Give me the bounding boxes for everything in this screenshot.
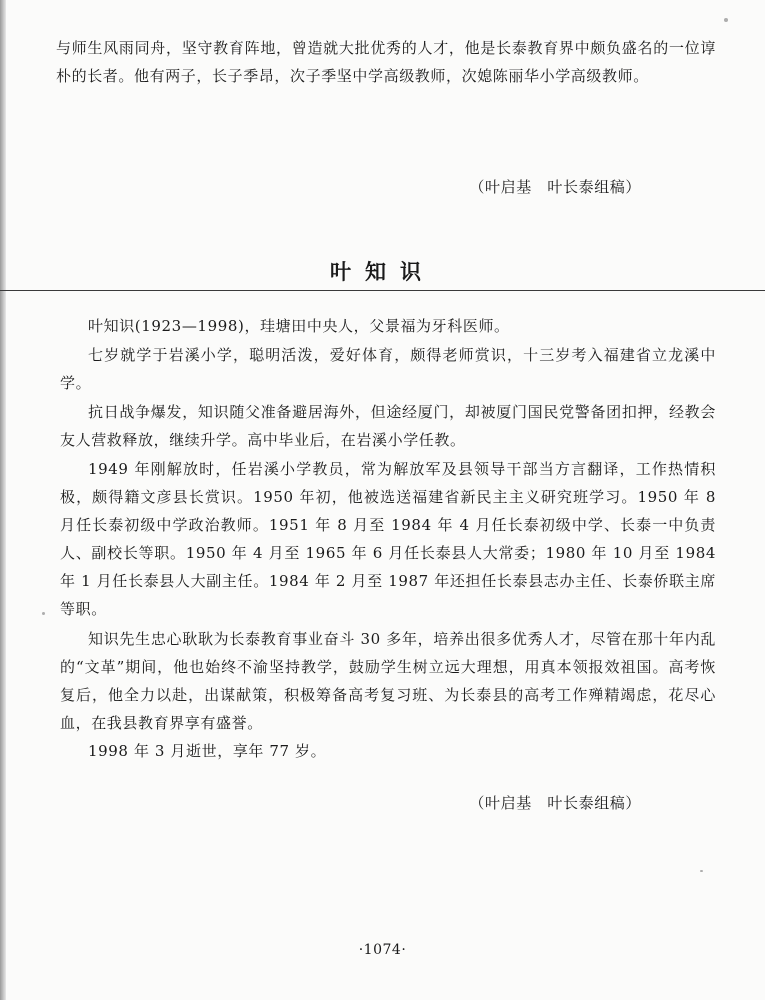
top-section-credit: （叶启基 叶长泰组稿）: [469, 178, 641, 196]
scan-speck: [42, 612, 45, 615]
article-paragraph-3: 抗日战争爆发，知识随父准备避居海外，但途经厦门，却被厦门国民党警备团扣押，经教会友人营救释放，继续升学。高中毕业后，在岩溪小学任教。: [60, 403, 716, 449]
article-paragraph-4: 1949 年刚解放时，任岩溪小学教员，常为解放军及县领导干部当方言翻译，工作热情积极，颇得籍文彦县长赏识。1950 年初，他被选送福建省新民主主义研究班学习。1950 年 8 月任长泰初级中学政治教师。1951 年 8 月至 1984 年 4 月任长泰初级中学、长泰一中负责人、副校长等职。1950 年 4 月至 1965 年 6 月任长泰县人大常委；1980 年 10 月至 1984 年 1 月任长泰县人大副主任。1984 年 2 月至 1987 年还担任长泰县志办主任、长泰侨联主席等职。: [60, 460, 716, 618]
article-credit: （叶启基 叶长泰组稿）: [469, 794, 641, 812]
article-title: 叶知识: [330, 260, 435, 284]
page-number: ·1074·: [358, 942, 407, 958]
scan-binding-edge: [0, 0, 6, 1000]
continuation-paragraph: 与师生风雨同舟，坚守教育阵地，曾造就大批优秀的人才，他是长泰教育界中颇负盛名的一位谆朴的长者。他有两子，长子季昂，次子季坚中学高级教师，次媳陈丽华小学高级教师。: [56, 39, 716, 85]
title-rule: [0, 290, 765, 291]
article-paragraph-6: 1998 年 3 月逝世，享年 77 岁。: [88, 742, 327, 760]
article-paragraph-1: 叶知识(1923—1998)，珪塘田中央人，父景福为牙科医师。: [88, 317, 510, 335]
article-paragraph-5: 知识先生忠心耿耿为长泰教育事业奋斗 30 多年，培养出很多优秀人才，尽管在那十年内乱的“文革”期间，他也始终不渝坚持教学，鼓励学生树立远大理想，用真本领报效祖国。高考恢复后，他全力以赴，出谋献策，积极筹备高考复习班、为长泰县的高考工作殚精竭虑，花尽心血，在我县教育界享有盛誉。: [60, 630, 716, 732]
scan-speck: [724, 18, 728, 22]
scan-speck: [700, 870, 703, 872]
article-paragraph-2: 七岁就学于岩溪小学，聪明活泼，爱好体育，颇得老师赏识，十三岁考入福建省立龙溪中学。: [60, 346, 716, 392]
